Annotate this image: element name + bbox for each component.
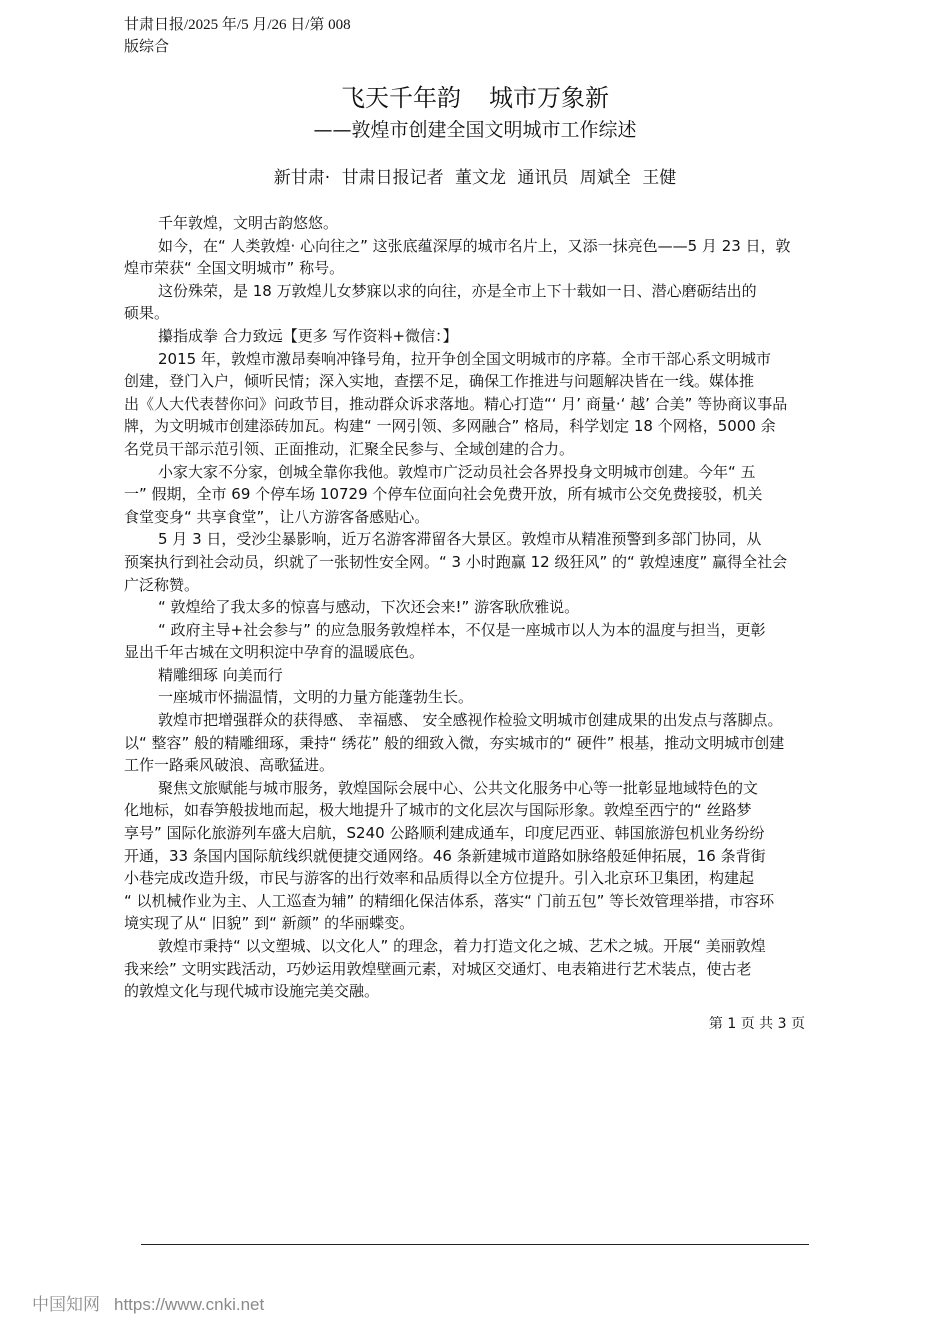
article-text-line: 以“ 整容” 般的精雕细琢，秉持“ 绣花” 般的细致入微，夯实城市的“ 硬件” 根基，推动文明城市创建 (124, 733, 785, 752)
page-indicator: 第 1 页 共 3 页 (708, 1016, 805, 1032)
article-text-line: “ 以机械作业为主、人工巡查为辅” 的精细化保洁体系，落实“ 门前五包” 等长效管理举措，市容环 (124, 891, 775, 910)
article-text-line: 一” 假期，全市 69 个停车场 10729 个停车位面向社会免费开放，所有城市公交免费接驳，机关 (124, 485, 763, 504)
article-text-line: 工作一路乘风破浪、高歌猛进。 (124, 756, 335, 775)
article-title (0, 82, 950, 114)
article-text-line: 攥指成拳 合力致远【更多 写作资料+微信：】 (158, 326, 458, 345)
article-text-line: 硕果。 (124, 304, 170, 323)
article-text-line: 敦煌市秉持“ 以文塑城、以文化人” 的理念，着力打造文化之城、艺术之城。开展“ 美丽敦煌 (158, 937, 766, 955)
article-text-line: 敦煌市把增强群众的获得感、 幸福感、 安全感视作检验文明城市创建成果的出发点与落脚点。 (158, 711, 783, 730)
article-title-part2: 城市万象新 (489, 84, 609, 112)
article-text-line: 小家大家不分家，创城全靠你我他。敦煌市广泛动员社会各界投身文明城市创建。今年“ 五 (158, 462, 756, 481)
publication-header (124, 14, 351, 58)
article-text-line: 千年敦煌，文明古韵悠悠。 (158, 214, 339, 232)
article-text-line: 小巷完成改造升级，市民与游客的出行效率和品质得以全方位提升。引入北京环卫集团，构建起 (124, 869, 755, 888)
article-text-line: 精雕细琢 向美而行 (158, 665, 283, 684)
article-text-line: 显出千年古城在文明积淀中孕育的温暖底色。 (124, 643, 425, 662)
publication-info-line1: 甘肃日报/2025 年/5 月/26 日/第 008 (124, 17, 351, 33)
article-text-line: 这份殊荣，是 18 万敦煌儿女梦寐以求的向往，亦是全市上下十载如一日、潜心磨砺结出的 (158, 281, 757, 300)
article-text-line: 创建，登门入户，倾听民情；深入实地，查摆不足，确保工作推进与问题解决皆在一线。媒体推 (124, 372, 755, 391)
article-subtitle: ——敦煌市创建全国文明城市工作综述 (313, 119, 637, 141)
article-text-line: 我来绘” 文明实践活动，巧妙运用敦煌壁画元素，对城区交通灯、电表箱进行艺术装点，使古老 (124, 959, 752, 978)
article-text-line: 5 月 3 日，受沙尘暴影响，近万名游客滞留各大景区。敦煌市从精准预警到多部门协同，从 (158, 530, 762, 549)
article-text-line: 开通，33 条国内国际航线织就便捷交通网络。46 条新建城市道路如脉络般延伸拓展，16 条背街 (124, 846, 766, 865)
article-text-line: “ 政府主导+社会参与” 的应急服务敦煌样本，不仅是一座城市以人为本的温度与担当，更彰 (158, 620, 766, 639)
article-text-line: 预案执行到社会动员，织就了一张韧性安全网。“ 3 小时跑赢 12 级狂风” 的“ 敦煌速度” 赢得全社会 (124, 552, 788, 571)
article-text-line: 名党员干部示范引领、正面推动，汇聚全民参与、全域创建的合力。 (124, 439, 575, 458)
source-footer (32, 1293, 264, 1317)
article-body (124, 212, 824, 1003)
article-text-line: “ 敦煌给了我太多的惊喜与感动，下次还会来!” 游客耿欣雅说。 (158, 598, 580, 617)
source-name: 中国知网 (32, 1295, 100, 1314)
footer-divider (141, 1244, 809, 1245)
article-text-line: 食堂变身“ 共享食堂”，让八方游客备感贴心。 (124, 507, 430, 526)
article-text-line: 一座城市怀揣温情，文明的力量方能蓬勃生长。 (158, 688, 474, 707)
article-byline: 新甘肃· 甘肃日报记者 董文龙 通讯员 周斌全 王健 (273, 168, 677, 188)
article-text-line: 化地标，如春笋般拔地而起，极大地提升了城市的文化层次与国际形象。敦煌至西宁的“ 丝路梦 (124, 801, 752, 820)
article-text-line: 2015 年，敦煌市激昂奏响冲锋号角，拉开争创全国文明城市的序幕。全市干部心系文明城市 (158, 349, 771, 368)
article-text-line: 牌，为文明城市创建添砖加瓦。构建“ 一网引领、多网融合” 格局，科学划定 18 个网格，5000 余 (124, 417, 776, 436)
article-text-line: 广泛称赞。 (124, 575, 200, 594)
article-title-part1: 飞天千年韵 (341, 84, 461, 112)
article-text-line: 聚焦文旅赋能与城市服务，敦煌国际会展中心、公共文化服务中心等一批彰显地域特色的文 (158, 778, 759, 797)
article-text-line: 煌市荣获“ 全国文明城市” 称号。 (124, 259, 345, 278)
article-text-line: 出《人大代表替你问》问政节目，推动群众诉求落地。精心打造“‘ 月’ 商量·‘ 越’ 合美” 等协商议事品 (124, 394, 788, 413)
article-text-line: 境实现了从“ 旧貌” 到“ 新颜” 的华丽蝶变。 (124, 914, 415, 933)
article-text-line: 的敦煌文化与现代城市设施完美交融。 (124, 982, 380, 1001)
source-url[interactable]: https://www.cnki.net (114, 1295, 265, 1314)
publication-info-line2: 版综合 (124, 39, 170, 55)
article-text-line: 如今，在“ 人类敦煌· 心向往之” 这张底蕴深厚的城市名片上，又添一抹亮色——5 月 23 日，敦 (158, 236, 791, 255)
article-text-line: 享号” 国际化旅游列车盛大启航，S240 公路顺利建成通车，印度尼西亚、韩国旅游包机业务纷纷 (124, 824, 765, 843)
